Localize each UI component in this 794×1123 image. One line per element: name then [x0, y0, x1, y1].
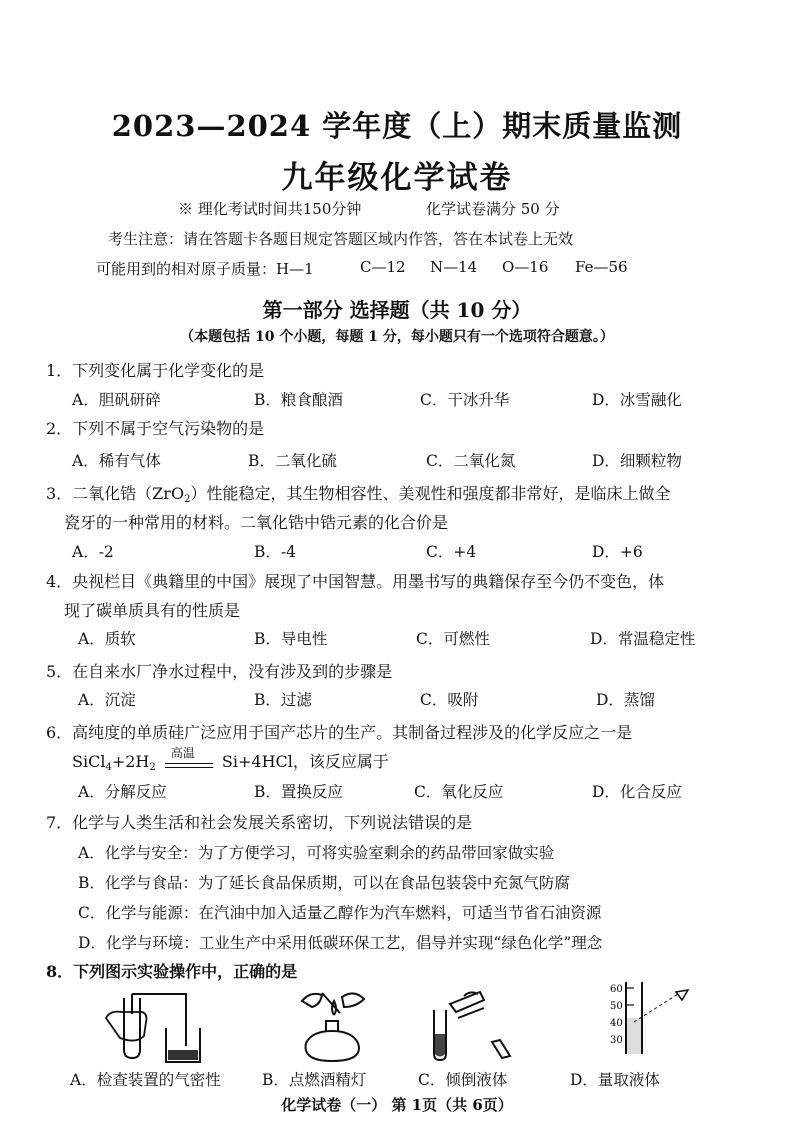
question-3-stem-line2: 瓷牙的一种常用的材料。二氧化锆中锆元素的化合价是 [64, 513, 449, 532]
question-4-option-c[interactable]: C．可燃性 [416, 630, 490, 648]
question-7-stem: 7．化学与人类生活和社会发展关系密切，下列说法错误的是 [46, 813, 473, 832]
time-note: ※ 理化考试时间共150分钟 [178, 200, 362, 218]
question-1-option-c[interactable]: C．干冰升华 [420, 391, 510, 409]
question-8-option-b[interactable]: B．点燃酒精灯 [262, 1071, 367, 1089]
question-2-stem: 2．下列不属于空气污染物的是 [46, 419, 265, 438]
section-note: （本题包括 10 个小题，每题 1 分，每小题只有一个选项符合题意。） [180, 329, 614, 345]
question-3-stem-line1: 3．二氧化锆（ZrO$_2$）性能稳定，其生物相容性、美观性和强度都非常好，是临床上做全 [46, 484, 671, 505]
question-3-option-c[interactable]: C．+4 [426, 543, 477, 561]
question-4-option-a[interactable]: A．质软 [78, 630, 136, 648]
question-6-option-d[interactable]: D．化合反应 [592, 783, 682, 801]
question-5-stem: 5．在自来水厂净水过程中，没有涉及到的步骤是 [46, 662, 393, 681]
atomic-mass-n: N—14 [430, 258, 478, 276]
question-3-option-d[interactable]: D．+6 [592, 543, 643, 561]
question-7-option-b[interactable]: B．化学与食品：为了延长食品保质期，可以在食品包装袋中充氮气防腐 [78, 874, 570, 892]
airtightness-check-figure [96, 988, 206, 1066]
question-6-option-a[interactable]: A．分解反应 [78, 783, 167, 801]
question-4-stem-line1: 4．央视栏目《典籍里的中国》展现了中国智慧。用墨书写的典籍保存至今仍不变色，体 [46, 572, 665, 591]
page-footer: 化学试卷（一） 第 1页（共 6页） [281, 1096, 513, 1114]
graduated-cylinder-figure [606, 978, 696, 1058]
atomic-mass-fe: Fe—56 [575, 258, 628, 276]
question-8-option-d[interactable]: D．量取液体 [570, 1071, 660, 1089]
question-5-option-c[interactable]: C．吸附 [420, 691, 479, 709]
cylinder-tick-label: 50 [610, 1001, 623, 1012]
question-7-option-a[interactable]: A．化学与安全：为了方便学习，可将实验室剩余的药品带回家做实验 [78, 844, 555, 862]
question-8-stem: 8．下列图示实验操作中，正确的是 [46, 962, 298, 981]
question-3-option-b[interactable]: B．-4 [254, 543, 296, 561]
question-5-option-b[interactable]: B．过滤 [254, 691, 312, 709]
atomic-mass-c: C—12 [360, 258, 406, 276]
question-1-stem: 1．下列变化属于化学变化的是 [46, 361, 265, 380]
question-1-option-b[interactable]: B．粮食酿酒 [254, 391, 343, 409]
pouring-liquid-figure [424, 990, 528, 1062]
exam-title: 2023—2024 学年度（上）期末质量监测 [111, 109, 683, 143]
question-2-option-d[interactable]: D．细颗粒物 [592, 452, 682, 470]
question-7-option-c[interactable]: C．化学与能源：在汽油中加入适量乙醇作为汽车燃料，可适当节省石油资源 [78, 904, 602, 922]
reaction-condition: 高温 [165, 754, 213, 772]
question-6-stem-line1: 6．高纯度的单质硅广泛应用于国产芯片的生产。其制备过程涉及的化学反应之一是 [46, 723, 633, 742]
question-2-option-b[interactable]: B．二氧化硫 [248, 452, 337, 470]
section-title: 第一部分 选择题（共 10 分） [262, 298, 532, 322]
question-1-option-a[interactable]: A．胆矾研碎 [72, 391, 161, 409]
cylinder-tick-label: 60 [610, 984, 623, 995]
question-2-option-c[interactable]: C．二氧化氮 [426, 452, 516, 470]
exam-notice: 考生注意：请在答题卡各题目规定答题区域内作答，答在本试卷上无效 [108, 230, 574, 248]
question-4-stem-line2: 现了碳单质具有的性质是 [64, 601, 241, 620]
question-8-option-c[interactable]: C．倾倒液体 [418, 1071, 508, 1089]
question-6-option-c[interactable]: C．氧化反应 [414, 783, 504, 801]
cylinder-tick-label: 30 [610, 1035, 623, 1046]
question-1-option-d[interactable]: D．冰雪融化 [592, 391, 682, 409]
question-6-equation: $SiCl_4+2H_2$ 高温 Si+4HCl，该反应属于 [72, 745, 389, 773]
exam-subtitle: 九年级化学试卷 [281, 160, 513, 196]
question-2-option-a[interactable]: A．稀有气体 [72, 452, 161, 470]
question-8-option-a[interactable]: A．检查装置的气密性 [70, 1071, 221, 1089]
question-4-option-b[interactable]: B．导电性 [254, 630, 328, 648]
atomic-mass-h: 可能用到的相对原子质量：H—1 [96, 260, 314, 278]
cylinder-tick-label: 40 [610, 1018, 623, 1029]
question-7-option-d[interactable]: D．化学与环境：工业生产中采用低碳环保工艺，倡导并实现“绿色化学”理念 [78, 934, 603, 952]
question-5-option-a[interactable]: A．沉淀 [78, 691, 136, 709]
question-6-option-b[interactable]: B．置换反应 [254, 783, 343, 801]
question-3-option-a[interactable]: A．-2 [72, 543, 114, 561]
question-5-option-d[interactable]: D．蒸馏 [596, 691, 655, 709]
score-note: 化学试卷满分 50 分 [426, 200, 560, 218]
question-4-option-d[interactable]: D．常温稳定性 [590, 630, 696, 648]
alcohol-lamp-figure [292, 985, 382, 1065]
atomic-mass-o: O—16 [502, 258, 549, 276]
